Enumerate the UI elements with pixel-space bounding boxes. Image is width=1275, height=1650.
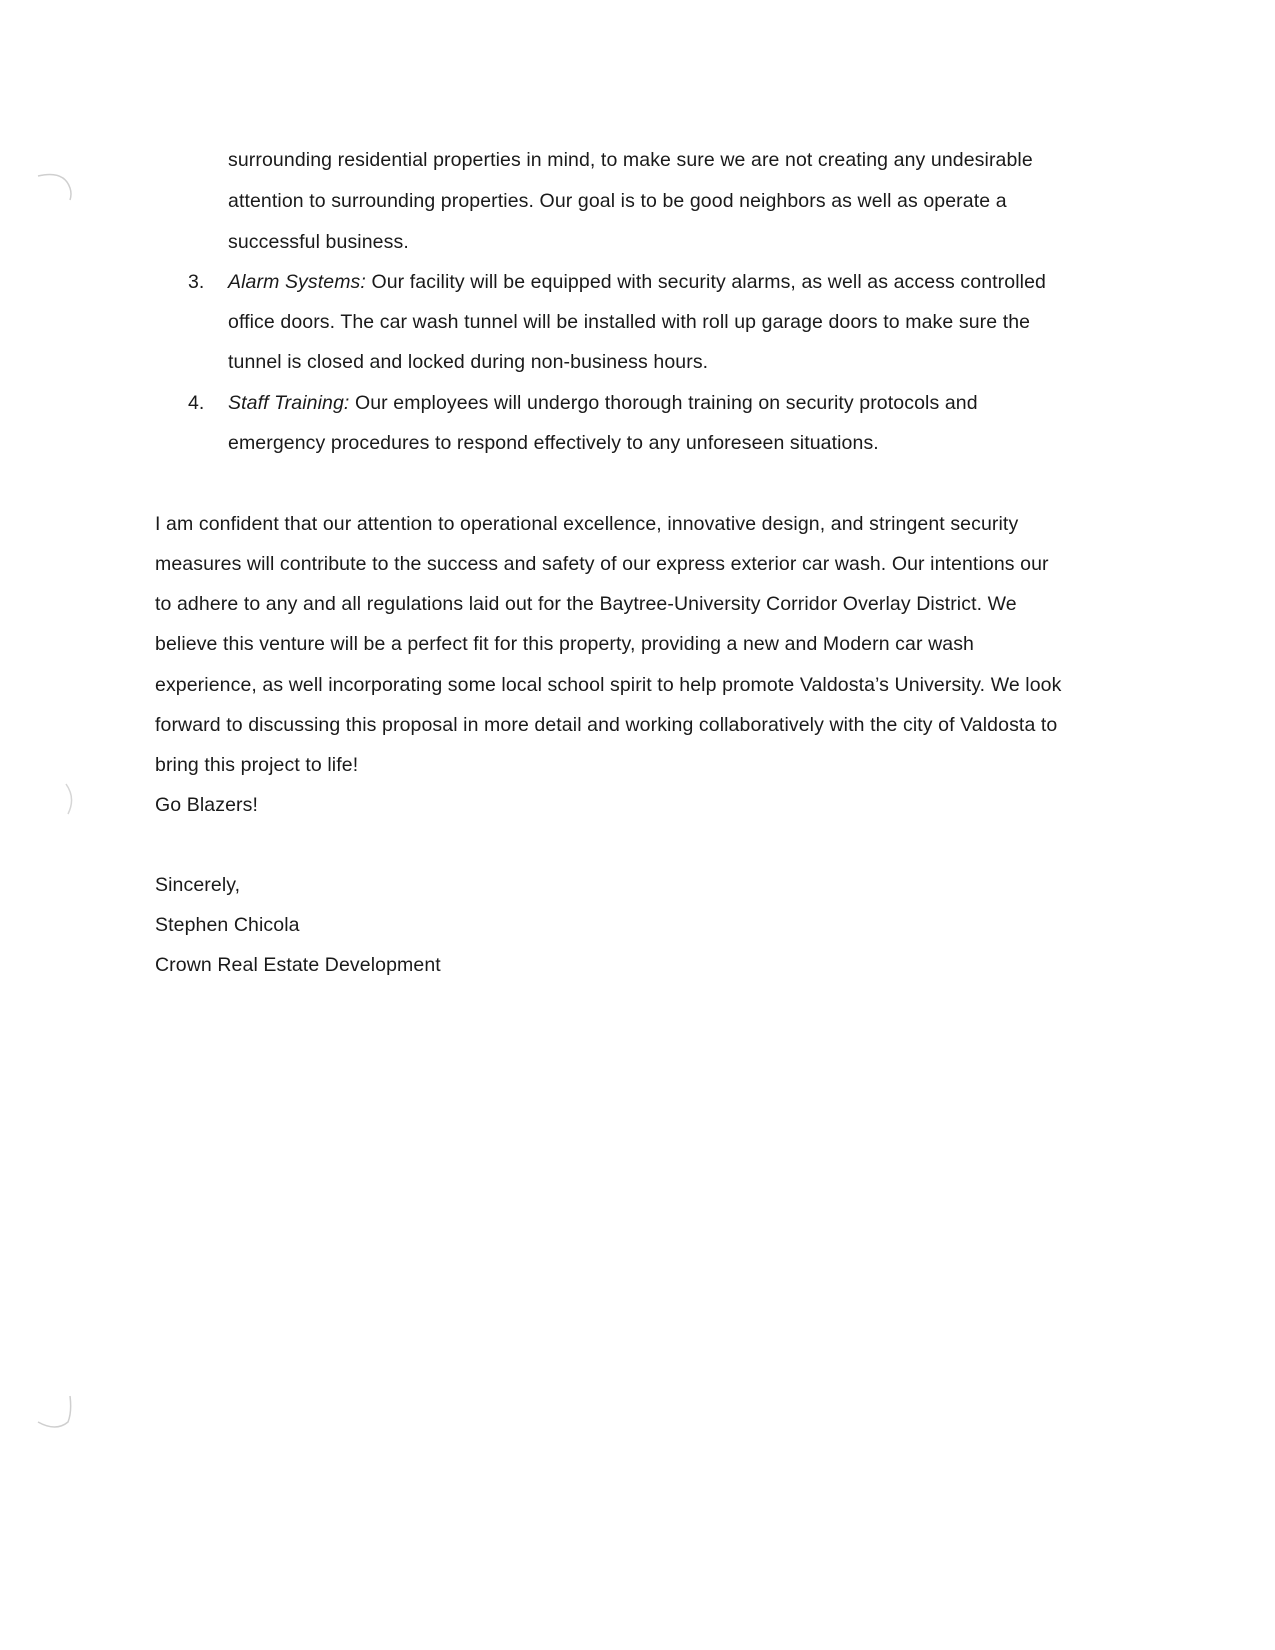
list-item-number: 3.: [188, 271, 205, 293]
list-item-line: office doors. The car wash tunnel will be installed with roll up garage doors to make sure the: [228, 311, 1031, 333]
paragraph-line: believe this venture will be a perfect fit for this property, providing a new and Modern car wash: [155, 633, 974, 655]
signer-name: Stephen Chicola: [155, 914, 300, 936]
list-item-number: 4.: [188, 392, 205, 414]
list-item-heading: Alarm Systems:: [228, 271, 366, 293]
list-item-line: tunnel is closed and locked during non-business hours.: [228, 351, 709, 373]
list-item-alarm-systems: [228, 270, 1046, 294]
punch-hole-mark-middle: [36, 780, 76, 820]
paragraph-line: bring this project to life!: [155, 754, 359, 776]
paragraph-line: measures will contribute to the success and safety of our express exterior car wash. Our intentions our: [155, 553, 1049, 575]
cheer-line: Go Blazers!: [155, 794, 258, 816]
salutation: Sincerely,: [155, 874, 241, 896]
paragraph-line: experience, as well incorporating some local school spirit to help promote Valdosta’s University. We look: [155, 674, 1062, 696]
list-continuation-line: attention to surrounding properties. Our goal is to be good neighbors as well as operate a: [228, 190, 1007, 212]
paragraph-line: to adhere to any and all regulations laid out for the Baytree-University Corridor Overlay District. We: [155, 593, 1017, 615]
paragraph-line: I am confident that our attention to operational excellence, innovative design, and stringent security: [155, 513, 1019, 535]
list-item-text: Our employees will undergo thorough training on security protocols and: [349, 392, 978, 414]
list-continuation-line: surrounding residential properties in mind, to make sure we are not creating any undesirable: [228, 149, 1033, 171]
list-item-text: Our facility will be equipped with security alarms, as well as access controlled: [365, 271, 1046, 293]
paragraph-line: forward to discussing this proposal in more detail and working collaboratively with the city of Valdosta to: [155, 714, 1058, 736]
signer-company: Crown Real Estate Development: [155, 954, 441, 976]
list-item-line: emergency procedures to respond effectively to any unforeseen situations.: [228, 432, 879, 454]
punch-hole-mark-top: [36, 168, 76, 208]
list-item-heading: Staff Training:: [228, 392, 350, 414]
punch-hole-mark-bottom: [36, 1392, 76, 1432]
list-continuation-line: successful business.: [228, 231, 409, 253]
list-item-staff-training: [228, 391, 978, 415]
